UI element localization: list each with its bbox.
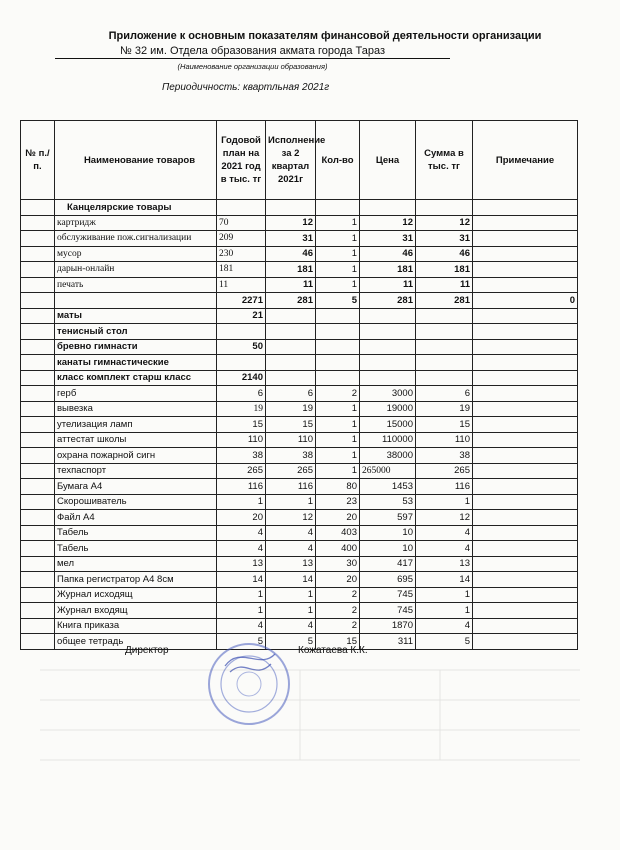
row-number	[21, 432, 55, 448]
exec-cell: 281	[266, 293, 316, 309]
table-row	[21, 463, 578, 479]
periodicity: Периодичность: квартльная 2021г	[162, 82, 330, 93]
sum-cell: 12	[416, 215, 473, 231]
price-cell	[360, 339, 416, 355]
qty-cell: 1	[316, 417, 360, 433]
sum-cell: 265	[416, 463, 473, 479]
price-cell: 3000	[360, 386, 416, 402]
plan-cell	[217, 324, 266, 340]
row-number	[21, 541, 55, 557]
exec-cell: 13	[266, 556, 316, 572]
qty-cell: 2	[316, 603, 360, 619]
plan-cell: 50	[217, 339, 266, 355]
note-cell	[473, 525, 578, 541]
table-row	[21, 618, 578, 634]
plan-cell: 13	[217, 556, 266, 572]
qty-cell: 1	[316, 277, 360, 293]
exec-cell: 46	[266, 246, 316, 262]
signature-role: Директор	[125, 645, 169, 656]
sum-cell: 14	[416, 572, 473, 588]
exec-cell	[266, 324, 316, 340]
col-plan: Годовой план на 2021 год в тыс. тг	[217, 121, 266, 200]
table-row	[21, 541, 578, 557]
qty-cell: 2	[316, 386, 360, 402]
exec-cell	[266, 355, 316, 371]
row-number	[21, 355, 55, 371]
qty-cell: 1	[316, 432, 360, 448]
note-cell	[473, 463, 578, 479]
table-row	[21, 324, 578, 340]
note-cell	[473, 401, 578, 417]
qty-cell: 403	[316, 525, 360, 541]
price-cell: 311	[360, 634, 416, 650]
price-cell: 10	[360, 541, 416, 557]
row-number	[21, 417, 55, 433]
note-cell	[473, 339, 578, 355]
note-cell	[473, 308, 578, 324]
col-sum: Сумма в тыс. тг	[416, 121, 473, 200]
col-exec: Исполнение за 2 квартал 2021г	[266, 121, 316, 200]
price-cell	[360, 355, 416, 371]
sum-cell: 1	[416, 603, 473, 619]
item-name: обслуживание пож.сигнализации	[55, 231, 217, 247]
plan-cell: 38	[217, 448, 266, 464]
exec-cell: 181	[266, 262, 316, 278]
qty-cell	[316, 370, 360, 386]
item-name: Журнал исходящ	[55, 587, 217, 603]
qty-cell: 2	[316, 587, 360, 603]
sum-cell	[416, 308, 473, 324]
qty-cell: 1	[316, 246, 360, 262]
qty-cell: 20	[316, 510, 360, 526]
sum-cell: 31	[416, 231, 473, 247]
qty-cell: 15	[316, 634, 360, 650]
note-cell	[473, 231, 578, 247]
price-cell: 31	[360, 231, 416, 247]
qty-cell: 80	[316, 479, 360, 495]
col-number: № п./п.	[21, 121, 55, 200]
table-row	[21, 401, 578, 417]
item-name: картридж	[55, 215, 217, 231]
row-number	[21, 246, 55, 262]
price-cell: 745	[360, 587, 416, 603]
item-name: канаты гимнастические	[55, 355, 217, 371]
table-row	[21, 308, 578, 324]
item-name: Бумага А4	[55, 479, 217, 495]
item-name: Табель	[55, 541, 217, 557]
item-name: бревно гимнасти	[55, 339, 217, 355]
sum-cell: 4	[416, 541, 473, 557]
qty-cell: 1	[316, 448, 360, 464]
item-name: Табель	[55, 525, 217, 541]
item-name: печать	[55, 277, 217, 293]
sum-cell: 4	[416, 525, 473, 541]
note-cell	[473, 355, 578, 371]
sum-cell: 38	[416, 448, 473, 464]
qty-cell: 2	[316, 618, 360, 634]
table-row	[21, 417, 578, 433]
plan-cell: 11	[217, 277, 266, 293]
exec-cell: 12	[266, 215, 316, 231]
price-cell: 53	[360, 494, 416, 510]
item-name: Журнал входящ	[55, 603, 217, 619]
exec-cell: 14	[266, 572, 316, 588]
exec-cell: 5	[266, 634, 316, 650]
finance-table	[20, 120, 578, 650]
row-number	[21, 494, 55, 510]
price-cell: 110000	[360, 432, 416, 448]
item-name: тенисный стол	[55, 324, 217, 340]
sum-cell: 116	[416, 479, 473, 495]
note-cell	[473, 494, 578, 510]
plan-cell: 15	[217, 417, 266, 433]
row-number	[21, 293, 55, 309]
document-title: Приложение к основным показателям финансовой деятельности организации	[108, 30, 542, 42]
col-name: Наименование товаров	[55, 121, 217, 200]
price-cell	[360, 370, 416, 386]
item-name: вывезка	[55, 401, 217, 417]
table-row	[21, 277, 578, 293]
row-number	[21, 587, 55, 603]
price-cell: 1870	[360, 618, 416, 634]
row-number	[21, 262, 55, 278]
section-row	[21, 200, 578, 216]
item-name: общее тетрадь	[55, 634, 217, 650]
qty-cell: 1	[316, 463, 360, 479]
price-cell: 597	[360, 510, 416, 526]
note-cell	[473, 215, 578, 231]
price-cell: 265000	[360, 463, 416, 479]
sum-cell: 19	[416, 401, 473, 417]
row-number	[21, 370, 55, 386]
plan-cell: 1	[217, 587, 266, 603]
note-cell	[473, 603, 578, 619]
item-name: аттестат школы	[55, 432, 217, 448]
table-row	[21, 448, 578, 464]
price-cell: 417	[360, 556, 416, 572]
plan-cell: 4	[217, 618, 266, 634]
note-cell	[473, 541, 578, 557]
sum-cell: 13	[416, 556, 473, 572]
table-row	[21, 603, 578, 619]
exec-cell: 4	[266, 525, 316, 541]
price-cell: 281	[360, 293, 416, 309]
sum-cell: 6	[416, 386, 473, 402]
row-number	[21, 308, 55, 324]
table-row	[21, 556, 578, 572]
item-name	[55, 293, 217, 309]
row-number	[21, 215, 55, 231]
qty-cell: 1	[316, 231, 360, 247]
price-cell: 38000	[360, 448, 416, 464]
item-name: Книга приказа	[55, 618, 217, 634]
note-cell	[473, 479, 578, 495]
plan-cell: 70	[217, 215, 266, 231]
row-number	[21, 448, 55, 464]
exec-cell: 38	[266, 448, 316, 464]
qty-cell	[316, 308, 360, 324]
table-row	[21, 510, 578, 526]
qty-cell: 5	[316, 293, 360, 309]
sum-cell: 15	[416, 417, 473, 433]
note-cell	[473, 324, 578, 340]
table-row	[21, 339, 578, 355]
qty-cell: 20	[316, 572, 360, 588]
item-name: Скорошиватель	[55, 494, 217, 510]
row-number	[21, 479, 55, 495]
plan-cell: 1	[217, 494, 266, 510]
item-name: маты	[55, 308, 217, 324]
price-cell: 11	[360, 277, 416, 293]
plan-cell: 116	[217, 479, 266, 495]
plan-cell	[217, 355, 266, 371]
sum-cell: 4	[416, 618, 473, 634]
item-name: мусор	[55, 246, 217, 262]
plan-cell: 110	[217, 432, 266, 448]
table-row	[21, 293, 578, 309]
row-number	[21, 572, 55, 588]
item-name: мел	[55, 556, 217, 572]
exec-cell: 6	[266, 386, 316, 402]
table-row	[21, 215, 578, 231]
table-row	[21, 370, 578, 386]
note-cell	[473, 618, 578, 634]
row-number	[21, 525, 55, 541]
item-name: техпаспорт	[55, 463, 217, 479]
exec-cell	[266, 339, 316, 355]
row-number	[21, 463, 55, 479]
sum-cell: 1	[416, 494, 473, 510]
col-note: Примечание	[473, 121, 578, 200]
note-cell	[473, 634, 578, 650]
plan-cell: 19	[217, 401, 266, 417]
sum-cell: 12	[416, 510, 473, 526]
qty-cell: 30	[316, 556, 360, 572]
plan-cell: 181	[217, 262, 266, 278]
table-row	[21, 432, 578, 448]
price-cell: 1453	[360, 479, 416, 495]
qty-cell: 1	[316, 401, 360, 417]
item-name: охрана пожарной сигн	[55, 448, 217, 464]
sum-cell: 11	[416, 277, 473, 293]
sum-cell: 46	[416, 246, 473, 262]
plan-cell: 4	[217, 525, 266, 541]
exec-cell: 116	[266, 479, 316, 495]
sum-cell	[416, 370, 473, 386]
row-number	[21, 603, 55, 619]
price-cell: 181	[360, 262, 416, 278]
table-row	[21, 479, 578, 495]
signature-person: Кожатаева К.К.	[298, 645, 368, 656]
plan-cell: 21	[217, 308, 266, 324]
table-row	[21, 262, 578, 278]
table-row	[21, 494, 578, 510]
item-name: герб	[55, 386, 217, 402]
note-cell	[473, 448, 578, 464]
price-cell	[360, 308, 416, 324]
exec-cell: 31	[266, 231, 316, 247]
note-cell	[473, 277, 578, 293]
plan-cell: 6	[217, 386, 266, 402]
price-cell: 745	[360, 603, 416, 619]
sum-cell: 1	[416, 587, 473, 603]
col-qty: Кол-во	[316, 121, 360, 200]
bleed-through-decoration	[40, 660, 580, 770]
note-cell	[473, 510, 578, 526]
sum-cell: 110	[416, 432, 473, 448]
table-header-row	[21, 121, 578, 200]
exec-cell: 19	[266, 401, 316, 417]
sum-cell: 181	[416, 262, 473, 278]
price-cell: 46	[360, 246, 416, 262]
note-cell: 0	[473, 293, 578, 309]
row-number	[21, 401, 55, 417]
exec-cell: 4	[266, 541, 316, 557]
item-name: Папка регистратор А4 8см	[55, 572, 217, 588]
price-cell: 12	[360, 215, 416, 231]
price-cell	[360, 324, 416, 340]
exec-cell: 110	[266, 432, 316, 448]
plan-cell: 2140	[217, 370, 266, 386]
note-cell	[473, 587, 578, 603]
price-cell: 15000	[360, 417, 416, 433]
row-number	[21, 386, 55, 402]
plan-cell: 14	[217, 572, 266, 588]
row-number	[21, 339, 55, 355]
qty-cell: 23	[316, 494, 360, 510]
sum-cell	[416, 339, 473, 355]
table-row	[21, 572, 578, 588]
plan-cell: 230	[217, 246, 266, 262]
organization-caption: (Наименование организации образования)	[177, 62, 328, 71]
item-name: класс комплект старш класс	[55, 370, 217, 386]
qty-cell	[316, 339, 360, 355]
row-number	[21, 556, 55, 572]
row-number	[21, 277, 55, 293]
note-cell	[473, 262, 578, 278]
exec-cell: 4	[266, 618, 316, 634]
exec-cell: 1	[266, 587, 316, 603]
sum-cell: 281	[416, 293, 473, 309]
row-number	[21, 510, 55, 526]
table-row	[21, 355, 578, 371]
exec-cell: 12	[266, 510, 316, 526]
item-name: Файл А4	[55, 510, 217, 526]
sum-cell	[416, 324, 473, 340]
note-cell	[473, 556, 578, 572]
exec-cell: 1	[266, 494, 316, 510]
price-cell: 10	[360, 525, 416, 541]
item-name: дарын-онлайн	[55, 262, 217, 278]
plan-cell: 265	[217, 463, 266, 479]
row-number	[21, 634, 55, 650]
exec-cell: 15	[266, 417, 316, 433]
qty-cell	[316, 324, 360, 340]
table-row	[21, 525, 578, 541]
qty-cell	[316, 355, 360, 371]
plan-cell: 2271	[217, 293, 266, 309]
price-cell: 695	[360, 572, 416, 588]
row-number	[21, 324, 55, 340]
plan-cell: 20	[217, 510, 266, 526]
table-row	[21, 231, 578, 247]
plan-cell: 1	[217, 603, 266, 619]
table-row	[21, 386, 578, 402]
note-cell	[473, 417, 578, 433]
plan-cell: 209	[217, 231, 266, 247]
qty-cell: 400	[316, 541, 360, 557]
sum-cell	[416, 355, 473, 371]
note-cell	[473, 370, 578, 386]
section-title: Канцелярские товары	[55, 200, 217, 216]
table-row	[21, 587, 578, 603]
exec-cell: 11	[266, 277, 316, 293]
col-price: Цена	[360, 121, 416, 200]
qty-cell: 1	[316, 262, 360, 278]
note-cell	[473, 432, 578, 448]
note-cell	[473, 386, 578, 402]
price-cell: 19000	[360, 401, 416, 417]
organization-name: № 32 им. Отдела образования акмата города Тараз	[55, 45, 450, 59]
exec-cell: 1	[266, 603, 316, 619]
note-cell	[473, 246, 578, 262]
qty-cell: 1	[316, 215, 360, 231]
note-cell	[473, 572, 578, 588]
row-number	[21, 231, 55, 247]
row-number	[21, 618, 55, 634]
exec-cell: 265	[266, 463, 316, 479]
plan-cell: 5	[217, 634, 266, 650]
item-name: утелизация ламп	[55, 417, 217, 433]
table-row	[21, 246, 578, 262]
exec-cell	[266, 308, 316, 324]
plan-cell: 4	[217, 541, 266, 557]
exec-cell	[266, 370, 316, 386]
sum-cell: 5	[416, 634, 473, 650]
